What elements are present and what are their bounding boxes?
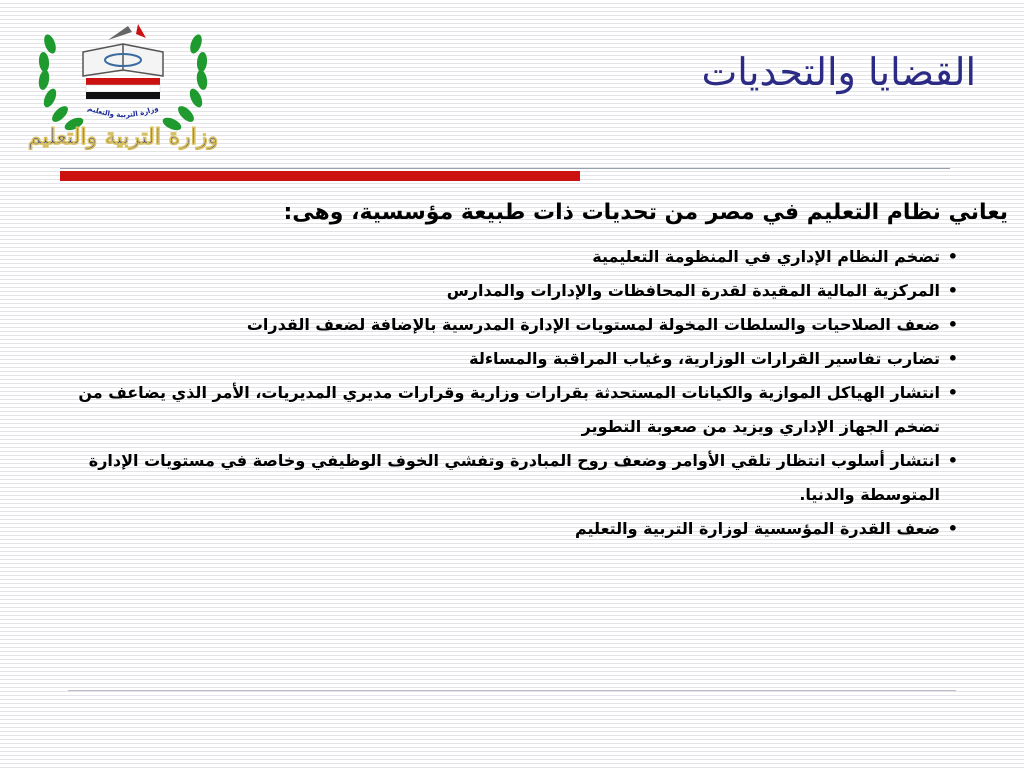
bullet-text: تضخم النظام الإداري في المنظومة التعليمية: [592, 247, 940, 266]
intro-text: يعاني نظام التعليم في مصر من تحديات ذات طبيعة مؤسسية، وهى:: [283, 200, 1008, 225]
bullet-text: انتشار الهياكل الموازية والكيانات المستحدثة بقرارات وزارية وقرارات مديري المديريات، الأمر الذي يضاعف من تضخم الجهاز الإداري ويزيد من صعوبة التطوير: [78, 383, 940, 436]
bullet-dot-icon: •: [947, 315, 958, 334]
bullet-dot-icon: •: [947, 349, 958, 368]
bullet-item: [30, 342, 1008, 376]
logo-arc-text: وزارة التربية والتعليم: [86, 104, 160, 120]
book-icon: [83, 24, 163, 76]
title-divider: [60, 168, 950, 169]
ministry-logo: [28, 14, 218, 174]
title-accent-bar: [60, 171, 580, 181]
bullet-item: [30, 308, 1008, 342]
bullet-text: انتشار أسلوب انتظار تلقي الأوامر وضعف روح المبادرة وتفشي الخوف الوظيفي وخاصة في مستويات الإدارة المتوسطة والدنيا.: [88, 451, 940, 504]
bullet-item: [30, 240, 1008, 274]
slide-body: [30, 198, 1008, 546]
bullet-list: [30, 240, 1008, 546]
bullet-text: المركزية المالية المقيدة لقدرة المحافظات والإدارات والمدارس: [446, 281, 940, 300]
bullet-item: [30, 376, 1008, 444]
bullet-text: ضعف الصلاحيات والسلطات المخولة لمستويات الإدارة المدرسية بالإضافة لضعف القدرات: [246, 315, 940, 334]
bullet-item: [30, 444, 1008, 512]
logo-text: وزارة التربية والتعليم: [28, 124, 218, 150]
bullet-dot-icon: •: [947, 281, 958, 300]
bullet-dot-icon: •: [947, 383, 958, 402]
bullet-dot-icon: •: [947, 451, 958, 470]
bullet-item: [30, 512, 1008, 546]
bullet-text: تضارب تفاسير القرارات الوزارية، وغياب المراقبة والمساءلة: [469, 349, 940, 368]
bullet-dot-icon: •: [947, 519, 958, 538]
svg-text:وزارة التربية والتعليم: [87, 104, 160, 119]
flag-icon: [86, 78, 160, 99]
bullet-item: [30, 274, 1008, 308]
footer-divider: [68, 690, 956, 691]
bullet-dot-icon: •: [947, 247, 958, 266]
bullet-text: ضعف القدرة المؤسسية لوزارة التربية والتعليم: [574, 519, 940, 538]
slide-title: القضايا والتحديات: [701, 50, 976, 94]
